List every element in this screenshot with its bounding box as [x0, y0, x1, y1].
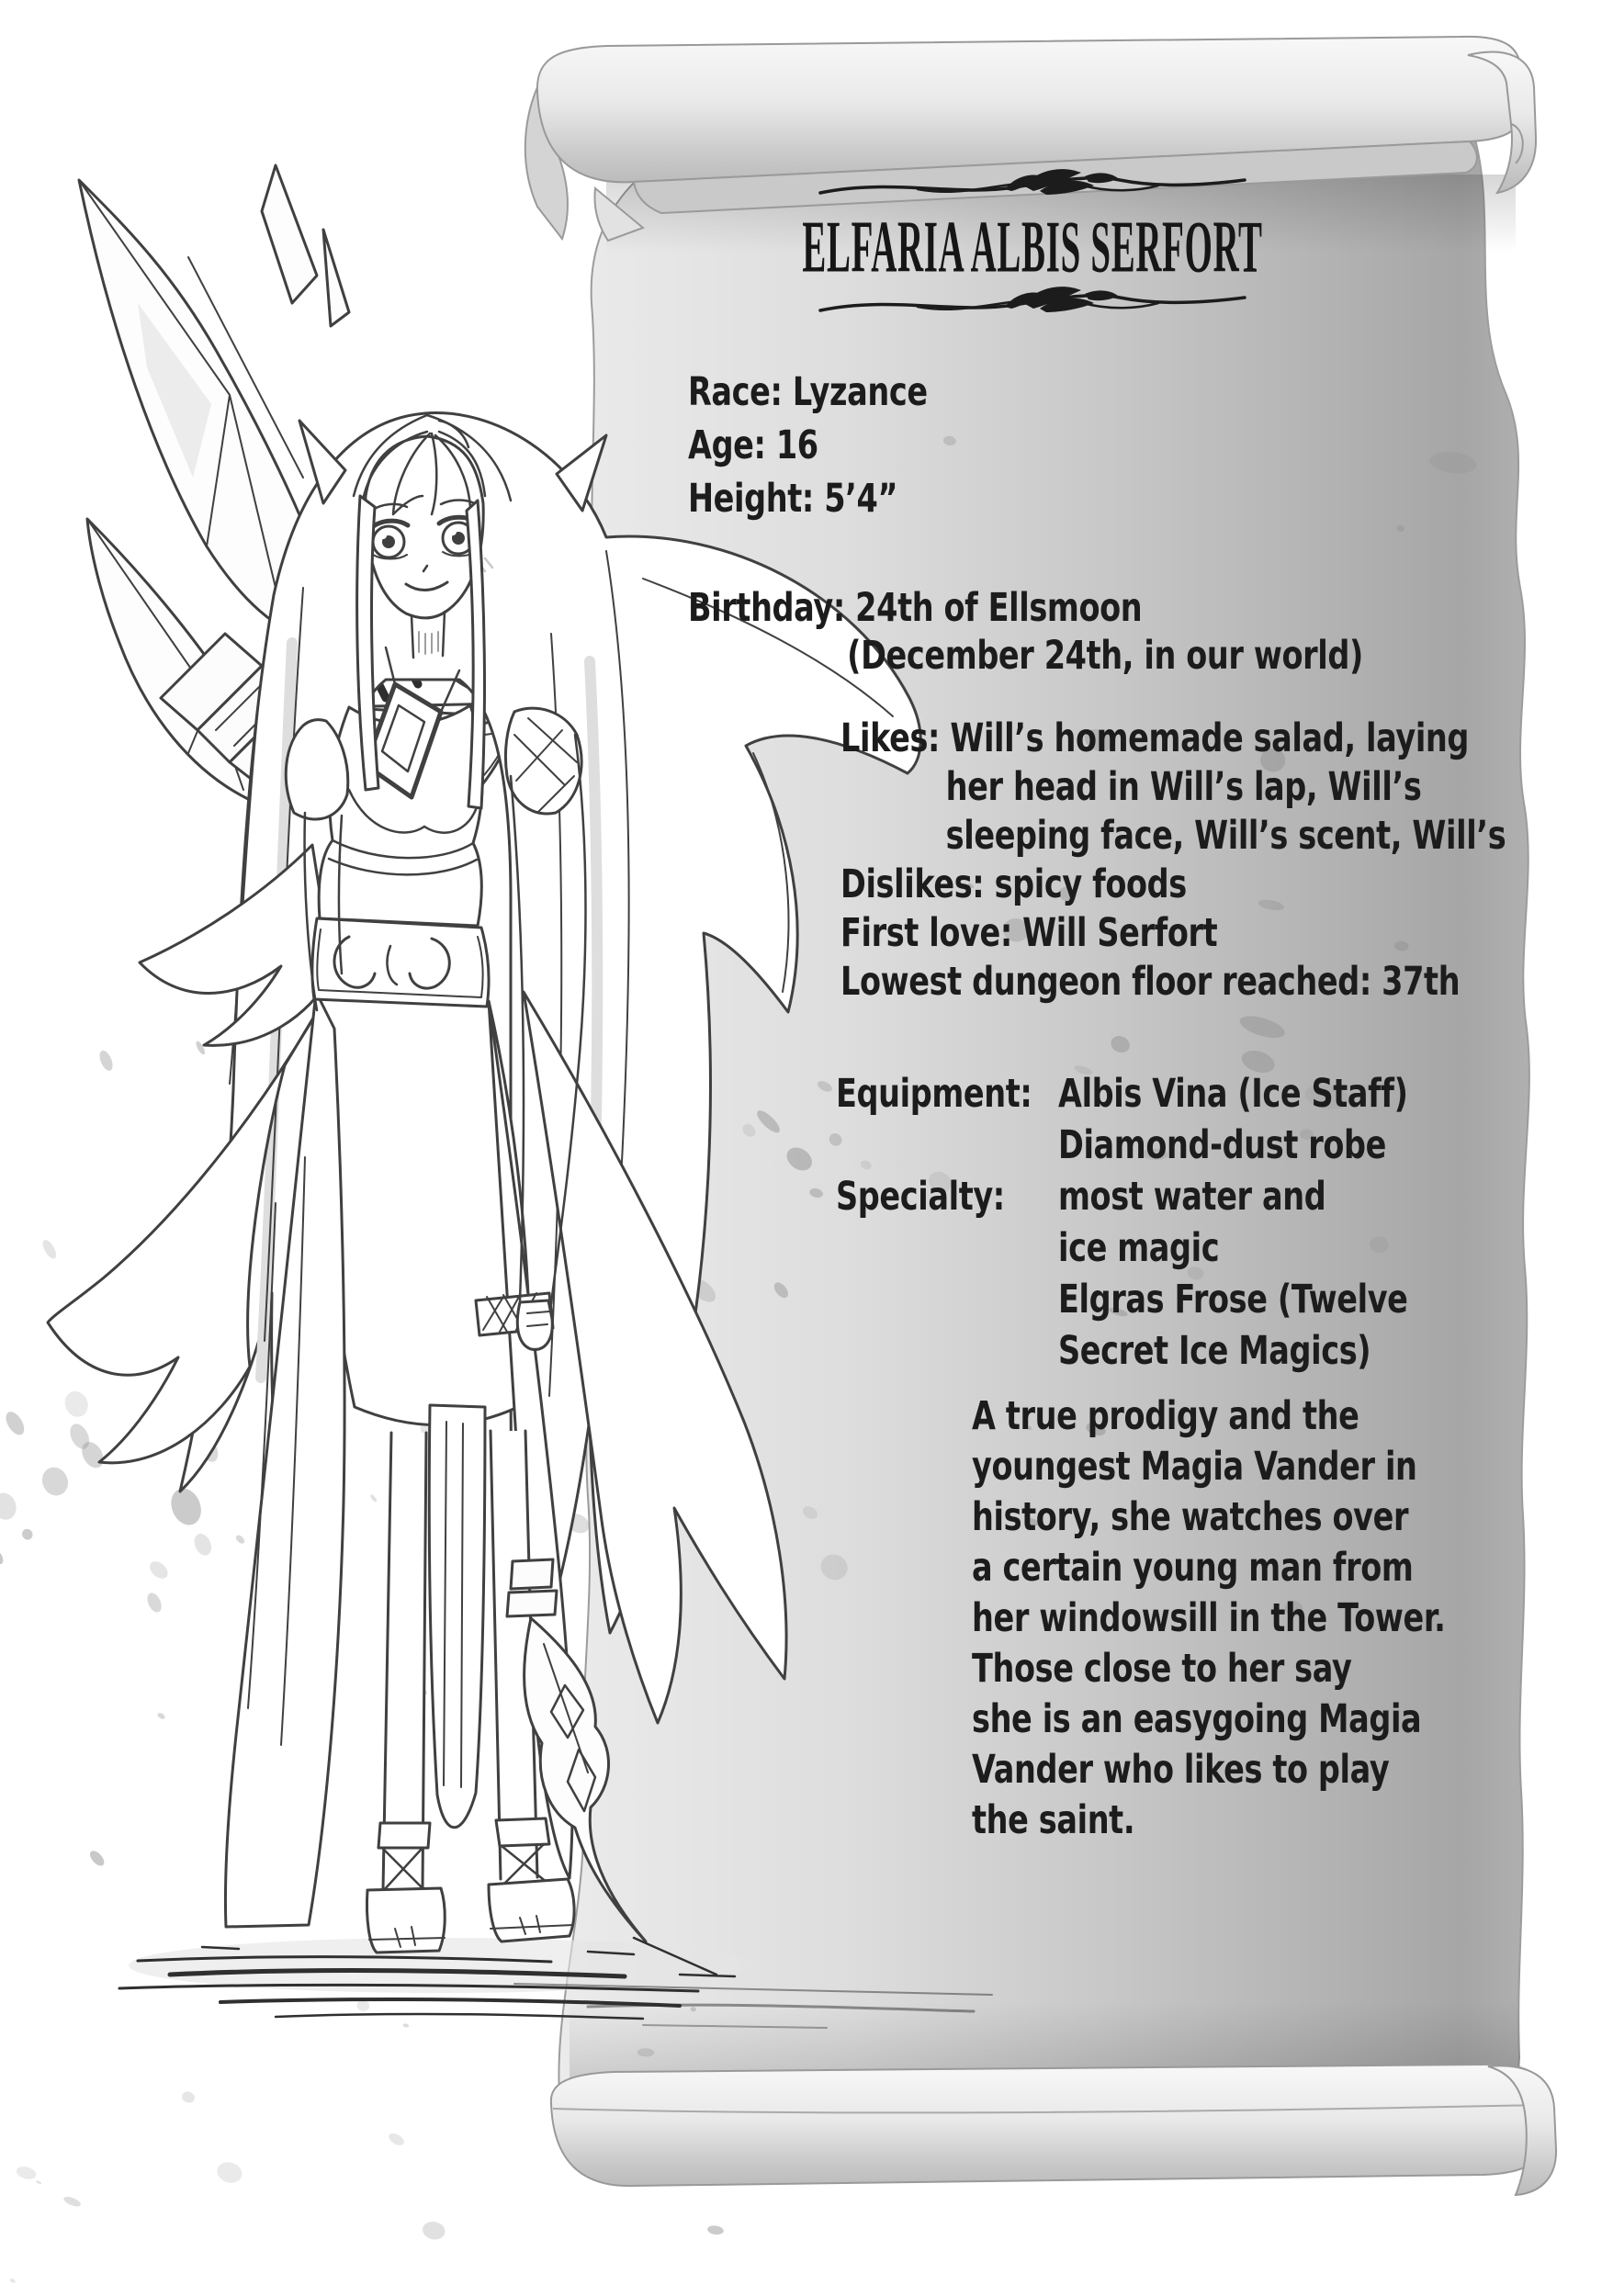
stat-height: Height: 5’4”: [688, 476, 898, 522]
bio-line: she is an easygoing Magia: [972, 1696, 1422, 1742]
page-title: ELFARIA ALBIS SERFORT: [802, 205, 1263, 288]
likes-block: [840, 715, 1506, 861]
birthday-line: Birthday: 24th of Ellsmoon: [688, 585, 1143, 631]
bio-line: history, she watches over: [972, 1494, 1409, 1540]
bio-line: her windowsill in the Tower.: [972, 1595, 1446, 1641]
birthday-block: [688, 584, 1363, 680]
stat-race: Race: Lyzance: [688, 369, 928, 415]
flourish-divider-icon: [817, 165, 1248, 206]
bio-line: youngest Magia Vander in: [972, 1444, 1417, 1490]
likes-line: Likes: Will’s homemade salad, laying: [840, 715, 1470, 761]
facts-block: [840, 861, 1460, 1007]
bio-line: the saint.: [972, 1797, 1135, 1843]
bio-line: A true prodigy and the: [972, 1393, 1359, 1439]
bio-line: Those close to her say: [972, 1646, 1352, 1692]
stats-block: [688, 366, 928, 525]
birthday-line: (December 24th, in our world): [847, 633, 1363, 679]
equipment-value: Diamond-dust robe: [1058, 1122, 1387, 1168]
bio-block: [972, 1391, 1446, 1846]
likes-line: sleeping face, Will’s scent, Will’s: [945, 813, 1506, 859]
fact-dungeon: Lowest dungeon floor reached: 37th: [840, 959, 1461, 1005]
bio-line: Vander who likes to play: [972, 1747, 1390, 1793]
specialty-value: Secret Ice Magics): [1058, 1328, 1371, 1374]
specialty-value: ice magic: [1058, 1225, 1220, 1271]
equipment-values-block: [1058, 1068, 1408, 1377]
fact-dislikes: Dislikes: spicy foods: [840, 861, 1187, 907]
stat-age: Age: 16: [688, 422, 818, 468]
likes-line: her head in Will’s lap, Will’s: [945, 764, 1422, 810]
bio-line: a certain young man from: [972, 1545, 1414, 1591]
flourish-divider-icon: [817, 283, 1248, 323]
equipment-label: Equipment:: [836, 1071, 1032, 1117]
equipment-value: Albis Vina (Ice Staff): [1058, 1071, 1408, 1117]
fact-first-love: First love: Will Serfort: [840, 910, 1218, 956]
specialty-value: Elgras Frose (Twelve: [1058, 1277, 1408, 1322]
specialty-label: Specialty:: [836, 1174, 1005, 1220]
specialty-value: most water and: [1058, 1174, 1326, 1220]
